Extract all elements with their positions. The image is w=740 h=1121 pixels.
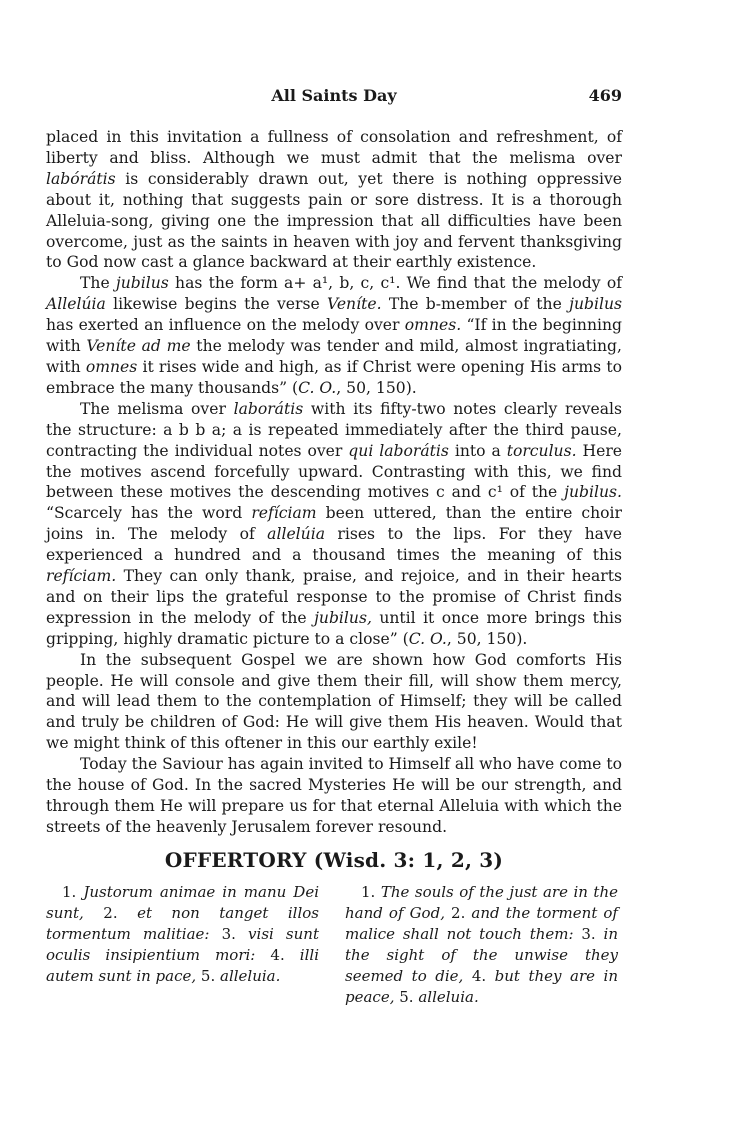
citation: C. O. bbox=[408, 629, 447, 648]
verse-text: alleluia. bbox=[418, 988, 479, 1006]
text-run: into a bbox=[448, 441, 507, 460]
text-run: The bbox=[80, 274, 116, 293]
text-run: likewise begins the verse bbox=[105, 295, 327, 314]
verse-text: Justorum animae in manu Dei sunt, bbox=[46, 883, 319, 922]
text-run: The melisma over bbox=[80, 399, 234, 418]
italic-term: omnes. bbox=[404, 316, 462, 335]
verse-text: visi sunt oculis insipientium mori: bbox=[46, 925, 319, 964]
italic-term: jubilus bbox=[569, 295, 622, 314]
running-header bbox=[46, 86, 622, 108]
italic-term: jubilus, bbox=[314, 608, 372, 627]
body-text bbox=[46, 127, 622, 838]
italic-term: Veníte ad me bbox=[86, 337, 191, 356]
text-run: , 50, 150). bbox=[446, 629, 528, 648]
verse-number: 1. bbox=[62, 883, 84, 901]
italic-term: qui laborátis bbox=[348, 441, 449, 460]
offertory-heading: OFFERTORY (Wisd. 3: 1, 2, 3) bbox=[164, 848, 504, 872]
text-run: has exerted an influence on the melody over bbox=[46, 316, 405, 335]
text-run: They can only thank, praise, and rejoice, and in their hearts and on their lips the grateful response to the promise of Christ finds expression in the melody of the bbox=[46, 567, 622, 627]
italic-term: allelúia bbox=[267, 525, 325, 544]
text-run: is considerably drawn out, yet there is nothing oppressive about it, nothing that suggests pain or sore distress. It is a thorough Alleluia-song, giving one the impression that all difficulties have been overcome, just as the saints in heaven with joy and fervent thanksgiving to God now cast a glance backward at their earthly existence. bbox=[46, 169, 622, 272]
verse-text: The souls of the just are in the hand of God, bbox=[345, 883, 618, 922]
english-column bbox=[345, 882, 618, 1008]
verse-text: but they are in peace, bbox=[345, 967, 618, 1006]
text-run: placed in this invitation a fullness of consolation and refreshment, of liberty and bliss. Although we must admit that the melisma over bbox=[46, 128, 622, 167]
text-run: Here the motives ascend forcefully upward. Contrasting with this, we find between these motives the descending motives c and c¹ of the bbox=[46, 441, 623, 502]
verse-text: illi autem sunt in pace, bbox=[46, 946, 319, 985]
citation: C. O. bbox=[298, 378, 337, 397]
text-run: been uttered, than the entire choir joins in. The melody of bbox=[46, 504, 622, 544]
text-run: has the form a+ a¹, b, c, c¹. We find that the melody of bbox=[168, 274, 622, 293]
text-run: it rises wide and high, as if Christ were opening His arms to embrace the many thousands” ( bbox=[46, 357, 623, 397]
verse-text: in the sight of the unwise they seemed to die, bbox=[345, 925, 618, 985]
text-run: the melody was tender and mild, almost ingratiating, with bbox=[46, 337, 622, 376]
text-run: , 50, 150). bbox=[336, 378, 417, 397]
italic-term: laborátis bbox=[233, 399, 304, 418]
verse-number: 2. bbox=[103, 904, 138, 922]
english-text bbox=[345, 882, 618, 1008]
verse-text: alleluia. bbox=[220, 967, 281, 985]
latin-text bbox=[46, 882, 319, 987]
text-run: “If in the beginning with bbox=[46, 316, 622, 356]
italic-term: Allelúia bbox=[46, 295, 106, 314]
text-run: “Scarcely has the word bbox=[46, 504, 252, 523]
text-run: The b-member of the bbox=[381, 295, 570, 314]
italic-term: torculus. bbox=[506, 441, 577, 460]
text-run: until it once more brings this gripping, highly dramatic picture to a close” ( bbox=[46, 608, 622, 648]
italic-term: refíciam. bbox=[46, 567, 117, 586]
latin-column bbox=[46, 882, 319, 987]
text-run: with its fifty-two notes clearly reveals the structure: a b b a; a is repeated immediately after the third pause, contracting the individual notes over bbox=[46, 399, 622, 460]
verse-number: 3. bbox=[581, 925, 604, 943]
paragraph-5: Today the Saviour has again invited to Himself all who have come to the house of God. In the sacred Mysteries He will be our strength, and through them He will prepare us for that eternal Alleluia with which the streets of the heavenly Jerusalem forever resound. bbox=[46, 755, 622, 836]
verse-number: 5. bbox=[200, 967, 220, 985]
paragraph-1 bbox=[46, 127, 622, 273]
italic-term: refíciam bbox=[251, 504, 317, 523]
running-title: All Saints Day bbox=[271, 86, 397, 105]
paragraph-3 bbox=[46, 399, 622, 650]
paragraph-2 bbox=[46, 273, 622, 398]
verse-number: 3. bbox=[221, 925, 249, 943]
italic-term: labórátis bbox=[46, 169, 116, 188]
italic-term: Veníte. bbox=[326, 295, 382, 314]
paragraph-4: In the subsequent Gospel we are shown how God comforts His people. He will console and give them their fill, will show them mercy, and will lead them to the contemplation of Himself; they will be called and truly be children of God: He will give them His heaven. Would that we might think of this oftener in this our earthly exile! bbox=[46, 650, 622, 753]
verse-number: 4. bbox=[270, 946, 300, 964]
verse-number: 5. bbox=[399, 988, 419, 1006]
page-number: 469 bbox=[588, 86, 622, 105]
text-run: rises to the lips. For they have experienced a hundred and a thousand times the meaning of this bbox=[46, 525, 622, 565]
verse-number: 4. bbox=[471, 967, 495, 985]
verse-text: et non tanget illos tormentum malitiae: bbox=[46, 904, 319, 943]
verse-number: 1. bbox=[361, 883, 381, 901]
verse-text: and the torment of malice shall not touch them: bbox=[345, 904, 618, 943]
italic-term: omnes bbox=[85, 357, 138, 376]
verse-number: 2. bbox=[451, 904, 472, 922]
italic-term: jubilus. bbox=[564, 483, 622, 502]
italic-term: jubilus bbox=[115, 274, 169, 293]
